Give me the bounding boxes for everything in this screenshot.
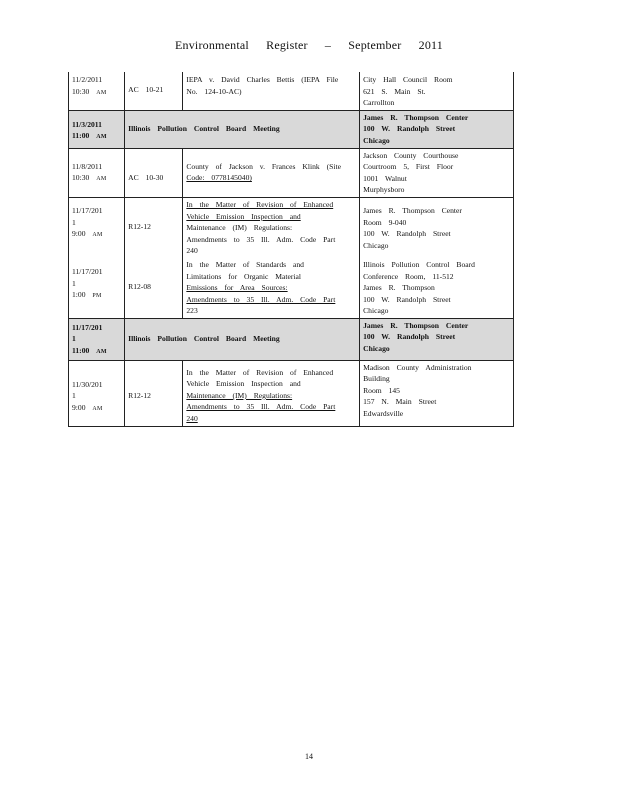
description-cell: In the Matter of Revision of Enhanced Vehicle Emission Inspection and Maintenance (IM) Regulations: Amendments to 35 Ill. Adm. Code Part 240	[183, 197, 360, 257]
table-row	[69, 258, 514, 318]
docket-cell: AC 10-30	[125, 148, 183, 197]
board-meeting-cell: Illinois Pollution Control Board Meeting	[125, 318, 360, 360]
date-cell: 11/17/201 1 1:00 PM	[69, 258, 125, 318]
date-cell: 11/2/2011 10:30 AM	[69, 72, 125, 110]
table-row	[69, 72, 514, 110]
board-meeting-cell: Illinois Pollution Control Board Meeting	[125, 110, 360, 148]
docket-cell: R12-08	[125, 258, 183, 318]
description-cell: In the Matter of Standards and Limitations for Organic Material Emissions for Area Sources: Amendments to 35 Ill. Adm. Code Part 223	[183, 258, 360, 318]
location-cell: Illinois Pollution Control Board Conference Room, 11-512 James R. Thompson 100 W. Randolph Street Chicago	[360, 258, 514, 318]
location-cell: James R. Thompson Center Room 9-040 100 W. Randolph Street Chicago	[360, 197, 514, 257]
location-cell: James R. Thompson Center 100 W. Randolph Street Chicago	[360, 110, 514, 148]
location-cell: Jackson County Courthouse Courtroom 5, First Floor 1001 Walnut Murphysboro	[360, 148, 514, 197]
description-cell: IEPA v. David Charles Bettis (IEPA File No. 124-10-AC)	[183, 72, 360, 110]
description-cell: County of Jackson v. Frances Klink (Site Code: 0778145040)	[183, 148, 360, 197]
table-row	[69, 148, 514, 197]
docket-cell: R12-12	[125, 197, 183, 257]
date-cell: 11/8/2011 10:30 AM	[69, 148, 125, 197]
table-row	[69, 318, 514, 360]
docket-cell: AC 10-21	[125, 72, 183, 110]
location-cell: City Hall Council Room 621 S. Main St. Carrollton	[360, 72, 514, 110]
location-cell: Madison County Administration Building Room 145 157 N. Main Street Edwardsville	[360, 360, 514, 426]
description-cell: In the Matter of Revision of Enhanced Vehicle Emission Inspection and Maintenance (IM) Regulations: Amendments to 35 Ill. Adm. Code Part 240	[183, 360, 360, 426]
date-cell: 11/3/2011 11:00 AM	[69, 110, 125, 148]
hearing-schedule-table	[68, 72, 514, 427]
table-row	[69, 360, 514, 426]
date-cell: 11/17/201 1 11:00 AM	[69, 318, 125, 360]
docket-cell: R12-12	[125, 360, 183, 426]
table-row	[69, 110, 514, 148]
date-cell: 11/30/201 1 9:00 AM	[69, 360, 125, 426]
date-cell: 11/17/201 1 9:00 AM	[69, 197, 125, 257]
page-number: 14	[305, 752, 313, 761]
table-row	[69, 197, 514, 257]
location-cell: James R. Thompson Center 100 W. Randolph Street Chicago	[360, 318, 514, 360]
page-header: Environmental Register – September 2011	[175, 38, 443, 52]
